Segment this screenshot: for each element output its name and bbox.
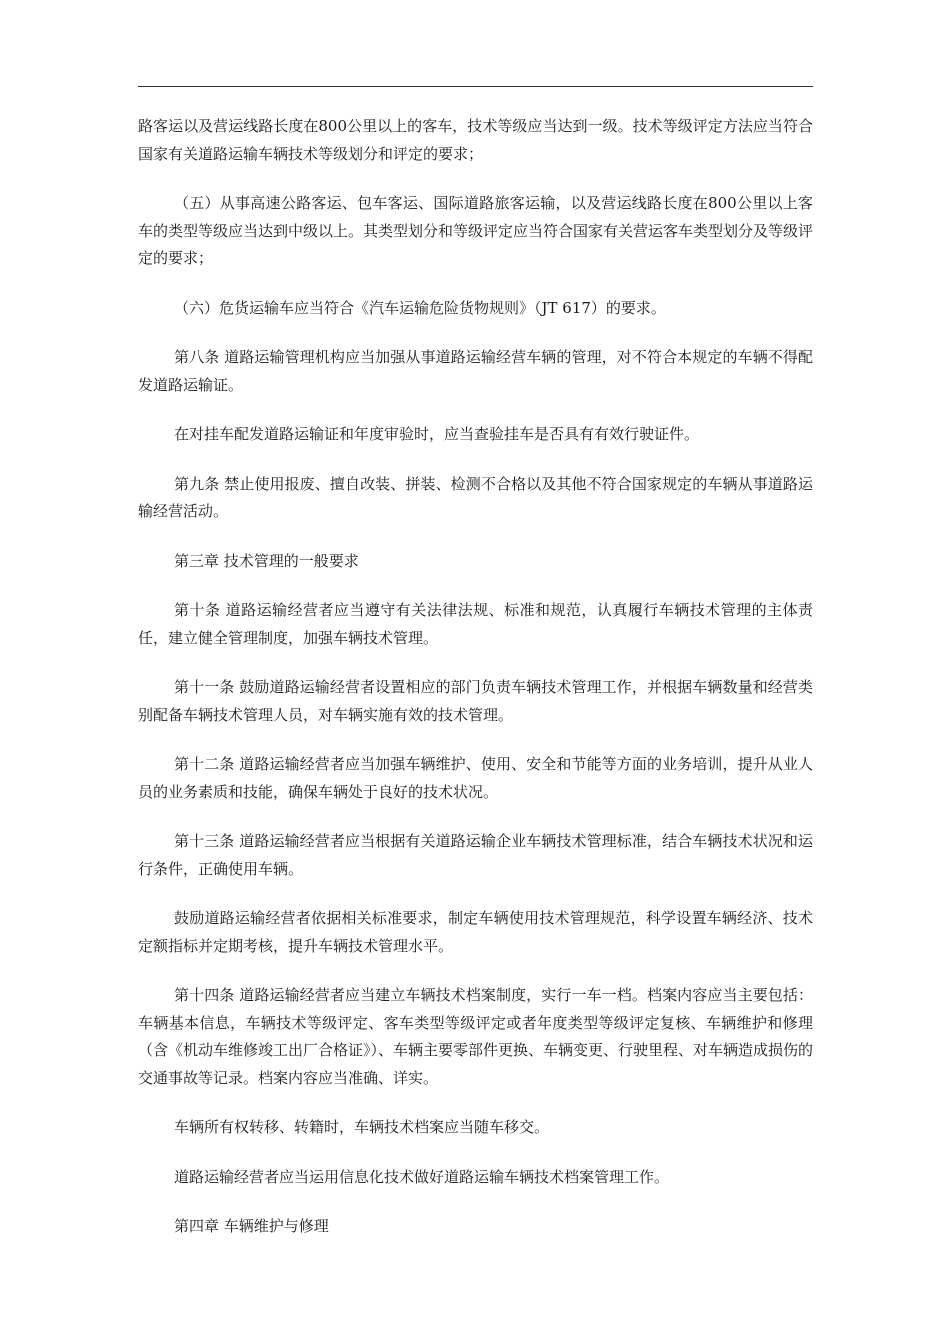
chapter-3-heading: 第三章 技术管理的一般要求 [174,551,359,570]
document-body [138,113,813,1263]
paragraph-article-9: 第九条 禁止使用报废、擅自改装、拼装、检测不合格以及其他不符合国家规定的车辆从事道路运输经营活动。 [138,474,813,520]
paragraph-article-14-clause-2: 车辆所有权转移、转籍时，车辆技术档案应当随车移交。 [174,1118,550,1136]
chapter-4-heading: 第四章 车辆维护与修理 [174,1217,329,1235]
paragraph-item-6: （六）危货运输车应当符合《汽车运输危险货物规则》（JT 617）的要求。 [174,298,666,317]
paragraph-article-8: 第八条 道路运输管理机构应当加强从事道路运输经营车辆的管理，对不符合本规定的车辆不得配发道路运输证。 [138,348,813,394]
header-rule [138,86,813,87]
paragraph-article-13-clause: 鼓励道路运输经营者依据相关标准要求，制定车辆使用技术管理规范，科学设置车辆经济、技术定额指标并定期考核，提升车辆技术管理水平。 [138,909,813,955]
paragraph-article-14: 第十四条 道路运输经营者应当建立车辆技术档案制度，实行一车一档。档案内容应当主要包括：车辆基本信息，车辆技术等级评定、客车类型等级评定或者年度类型等级评定复核、车辆维护和修理（含《机动车维修竣工出厂合格证》）、车辆主要零部件更换、车辆变更、行驶里程、对车辆造成损伤的交通事故等记录。档案内容应当准确、详实。 [138,986,814,1087]
paragraph-continuation: 路客运以及营运线路长度在800公里以上的客车，技术等级应当达到一级。技术等级评定方法应当符合国家有关道路运输车辆技术等级划分和评定的要求； [138,117,813,163]
paragraph-article-13: 第十三条 道路运输经营者应当根据有关道路运输企业车辆技术管理标准，结合车辆技术状况和运行条件，正确使用车辆。 [138,832,813,878]
paragraph-article-12: 第十二条 道路运输经营者应当加强车辆维护、使用、安全和节能等方面的业务培训，提升从业人员的业务素质和技能，确保车辆处于良好的技术状况。 [138,755,813,801]
paragraph-article-11: 第十一条 鼓励道路运输经营者设置相应的部门负责车辆技术管理工作，并根据车辆数量和经营类别配备车辆技术管理人员，对车辆实施有效的技术管理。 [138,678,813,724]
paragraph-item-5: （五）从事高速公路客运、包车客运、国际道路旅客运输，以及营运线路长度在800公里以上客车的类型等级应当达到中级以上。其类型划分和等级评定应当符合国家有关营运客车类型划分及等级评定的要求； [138,194,814,267]
paragraph-article-10: 第十条 道路运输经营者应当遵守有关法律法规、标准和规范，认真履行车辆技术管理的主体责任，建立健全管理制度，加强车辆技术管理。 [138,601,813,647]
paragraph-article-14-clause-3: 道路运输经营者应当运用信息化技术做好道路运输车辆技术档案管理工作。 [174,1167,670,1186]
paragraph-article-8-clause: 在对挂车配发道路运输证和年度审验时，应当查验挂车是否具有有效行驶证件。 [174,425,700,443]
